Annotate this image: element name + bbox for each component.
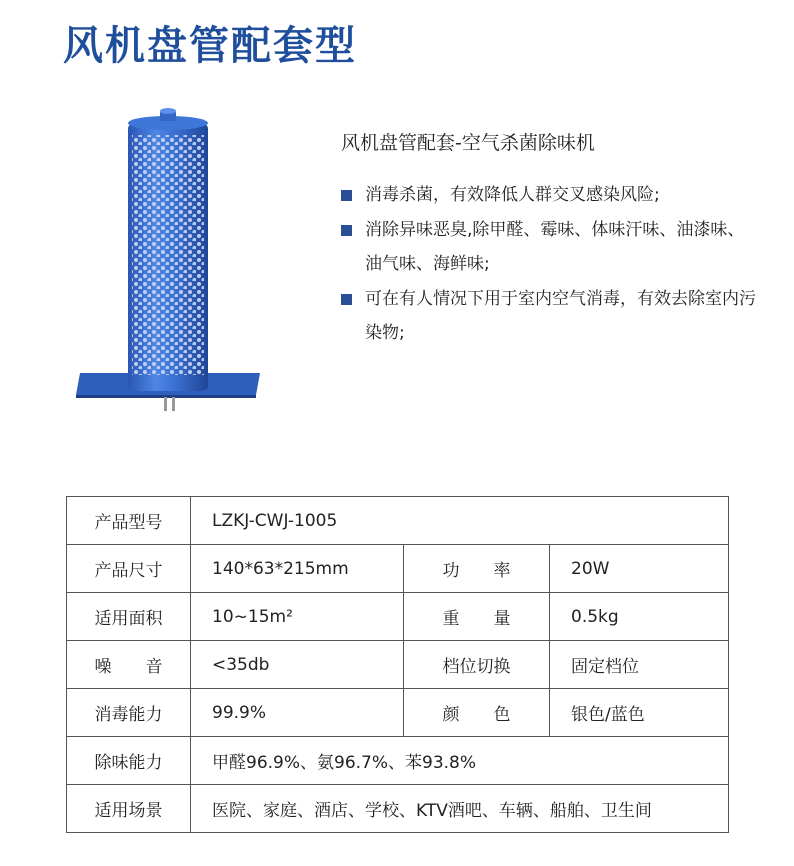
square-bullet-icon bbox=[341, 225, 352, 236]
product-image bbox=[70, 105, 270, 425]
spec-label: 档位切换 bbox=[404, 641, 550, 689]
spec-label: 适用场景 bbox=[67, 785, 191, 833]
feature-text: 消除异味恶臭,除甲醛、霉味、体味汗味、油漆味、油气味、海鲜味; bbox=[365, 220, 745, 274]
spec-value: LZKJ-CWJ-1005 bbox=[191, 497, 729, 545]
spec-label: 适用面积 bbox=[67, 593, 191, 641]
spec-label: 消毒能力 bbox=[67, 689, 191, 737]
spec-label: 除味能力 bbox=[67, 737, 191, 785]
feature-text: 可在有人情况下用于室内空气消毒，有效去除室内污染物; bbox=[365, 289, 756, 343]
square-bullet-icon bbox=[341, 294, 352, 305]
spec-label: 重 量 bbox=[404, 593, 550, 641]
spec-value: 20W bbox=[550, 545, 729, 593]
spec-value: 甲醛96.9%、氨96.7%、苯93.8% bbox=[191, 737, 729, 785]
spec-value: 银色/蓝色 bbox=[550, 689, 729, 737]
spec-value: 医院、家庭、酒店、学校、KTV酒吧、车辆、船舶、卫生间 bbox=[191, 785, 729, 833]
spec-value: 0.5kg bbox=[550, 593, 729, 641]
spec-value: 10~15m² bbox=[191, 593, 404, 641]
square-bullet-icon bbox=[341, 190, 352, 201]
spec-value: 固定档位 bbox=[550, 641, 729, 689]
spec-label: 颜 色 bbox=[404, 689, 550, 737]
feature-item bbox=[341, 178, 761, 212]
table-row bbox=[67, 641, 729, 689]
spec-label: 功 率 bbox=[404, 545, 550, 593]
spec-table bbox=[66, 496, 729, 833]
product-subtitle: 风机盘管配套-空气杀菌除味机 bbox=[341, 132, 595, 154]
feature-item bbox=[341, 282, 761, 350]
table-row bbox=[67, 497, 729, 545]
feature-item bbox=[341, 213, 761, 281]
table-row bbox=[67, 545, 729, 593]
table-row bbox=[67, 593, 729, 641]
table-row bbox=[67, 689, 729, 737]
table-row bbox=[67, 737, 729, 785]
spec-value: <35db bbox=[191, 641, 404, 689]
spec-label: 产品尺寸 bbox=[67, 545, 191, 593]
page-title: 风机盘管配套型 bbox=[63, 23, 357, 69]
feature-text: 消毒杀菌，有效降低人群交叉感染风险; bbox=[365, 185, 660, 205]
spec-value: 140*63*215mm bbox=[191, 545, 404, 593]
feature-list bbox=[341, 178, 761, 351]
spec-value: 99.9% bbox=[191, 689, 404, 737]
table-row bbox=[67, 785, 729, 833]
spec-label: 产品型号 bbox=[67, 497, 191, 545]
spec-label: 噪 音 bbox=[67, 641, 191, 689]
